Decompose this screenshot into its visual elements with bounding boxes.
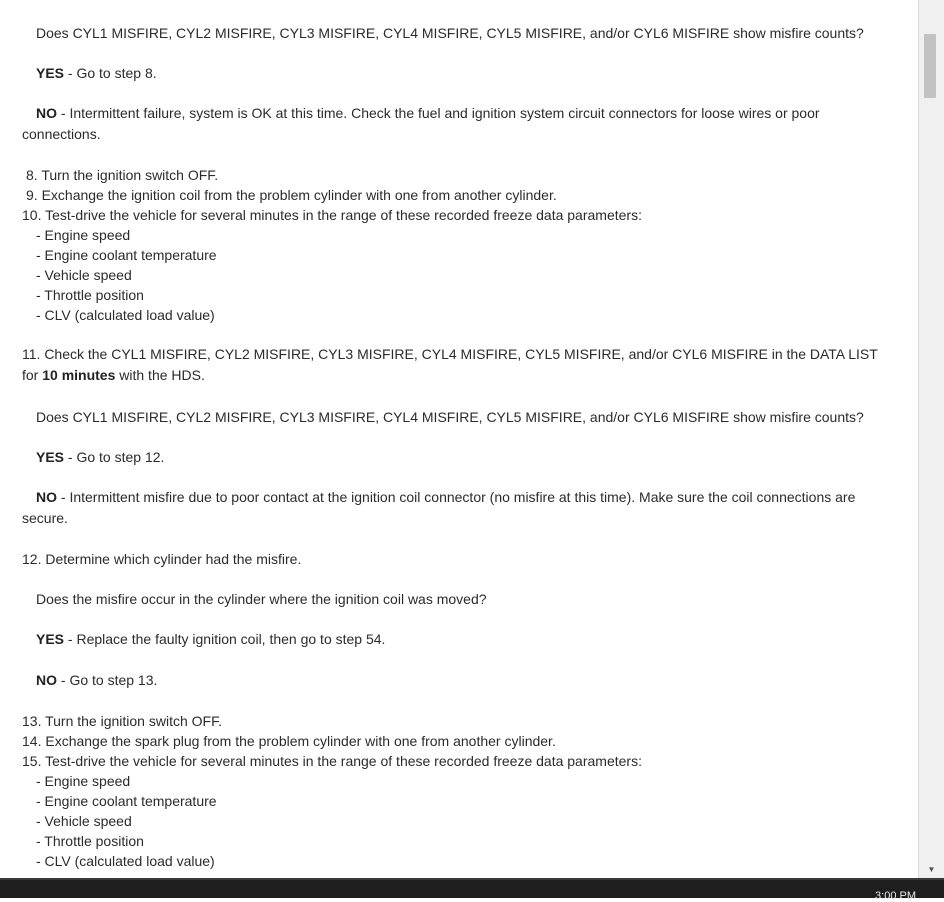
- scrollbar-thumb[interactable]: [924, 34, 936, 98]
- step-11-text-end: with the HDS.: [115, 367, 205, 383]
- param-item: - Engine speed: [36, 227, 131, 243]
- param-item: - Engine coolant temperature: [36, 247, 217, 263]
- yes-answer-text: - Replace the faulty ignition coil, then go to step 54.: [64, 631, 386, 647]
- yes-label: YES: [36, 449, 65, 465]
- step-10: 10. Test-drive the vehicle for several minutes in the range of these recorded freeze data parameters:: [22, 207, 642, 223]
- param-item: - CLV (calculated load value): [36, 853, 215, 869]
- no-answer: [22, 487, 892, 529]
- yes-answer: [36, 629, 385, 649]
- param-item: - Throttle position: [36, 833, 144, 849]
- vertical-scrollbar[interactable]: [918, 0, 944, 878]
- yes-answer-text: - Go to step 8.: [64, 65, 157, 81]
- step-11: [22, 344, 892, 386]
- no-answer: [22, 103, 892, 145]
- step-12: 12. Determine which cylinder had the misfire.: [22, 551, 302, 567]
- step-11-duration: 10 minutes: [42, 367, 116, 383]
- question-text: Does CYL1 MISFIRE, CYL2 MISFIRE, CYL3 MISFIRE, CYL4 MISFIRE, CYL5 MISFIRE, and/or CYL6 MISFIRE show misfire counts?: [36, 409, 864, 425]
- taskbar: [0, 878, 944, 902]
- no-label: NO: [36, 105, 57, 121]
- yes-answer: [36, 63, 157, 83]
- yes-answer: [36, 447, 164, 467]
- no-label: NO: [36, 489, 57, 505]
- no-answer-text: - Intermittent failure, system is OK at this time. Check the fuel and ignition system circuit connectors for loose wires or poor connections.: [22, 105, 820, 142]
- step-15: 15. Test-drive the vehicle for several minutes in the range of these recorded freeze data parameters:: [22, 753, 642, 769]
- yes-answer-text: - Go to step 12.: [64, 449, 165, 465]
- no-label: NO: [36, 672, 57, 688]
- step-13: 13. Turn the ignition switch OFF.: [22, 713, 222, 729]
- param-item: - CLV (calculated load value): [36, 307, 215, 323]
- yes-label: YES: [36, 631, 65, 647]
- param-item: - Engine coolant temperature: [36, 793, 217, 809]
- param-item: - Vehicle speed: [36, 813, 132, 829]
- scroll-down-arrow-icon[interactable]: ▼: [927, 864, 936, 874]
- param-item: - Vehicle speed: [36, 267, 132, 283]
- step-8: 8. Turn the ignition switch OFF.: [26, 167, 219, 183]
- step-14: 14. Exchange the spark plug from the problem cylinder with one from another cylinder.: [22, 733, 556, 749]
- yes-label: YES: [36, 65, 65, 81]
- step-11-text: 11. Check the CYL1 MISFIRE, CYL2 MISFIRE, CYL3 MISFIRE, CYL4 MISFIRE, CYL5 MISFIRE, and/or CYL6 MISFIRE in the DATA LIST for: [22, 346, 878, 383]
- step-9: 9. Exchange the ignition coil from the problem cylinder with one from another cylinder.: [26, 187, 557, 203]
- no-answer-text: - Go to step 13.: [57, 672, 158, 688]
- no-answer-text: - Intermittent misfire due to poor contact at the ignition coil connector (no misfire at this time). Make sure the coil connections are secure.: [22, 489, 856, 526]
- no-answer: [36, 670, 157, 690]
- question-text: Does CYL1 MISFIRE, CYL2 MISFIRE, CYL3 MISFIRE, CYL4 MISFIRE, CYL5 MISFIRE, and/or CYL6 MISFIRE show misfire counts?: [36, 25, 864, 41]
- taskbar-clock[interactable]: 3:00 PM: [875, 890, 916, 902]
- param-item: - Engine speed: [36, 773, 131, 789]
- param-item: - Throttle position: [36, 287, 144, 303]
- question-text: Does the misfire occur in the cylinder where the ignition coil was moved?: [36, 591, 487, 607]
